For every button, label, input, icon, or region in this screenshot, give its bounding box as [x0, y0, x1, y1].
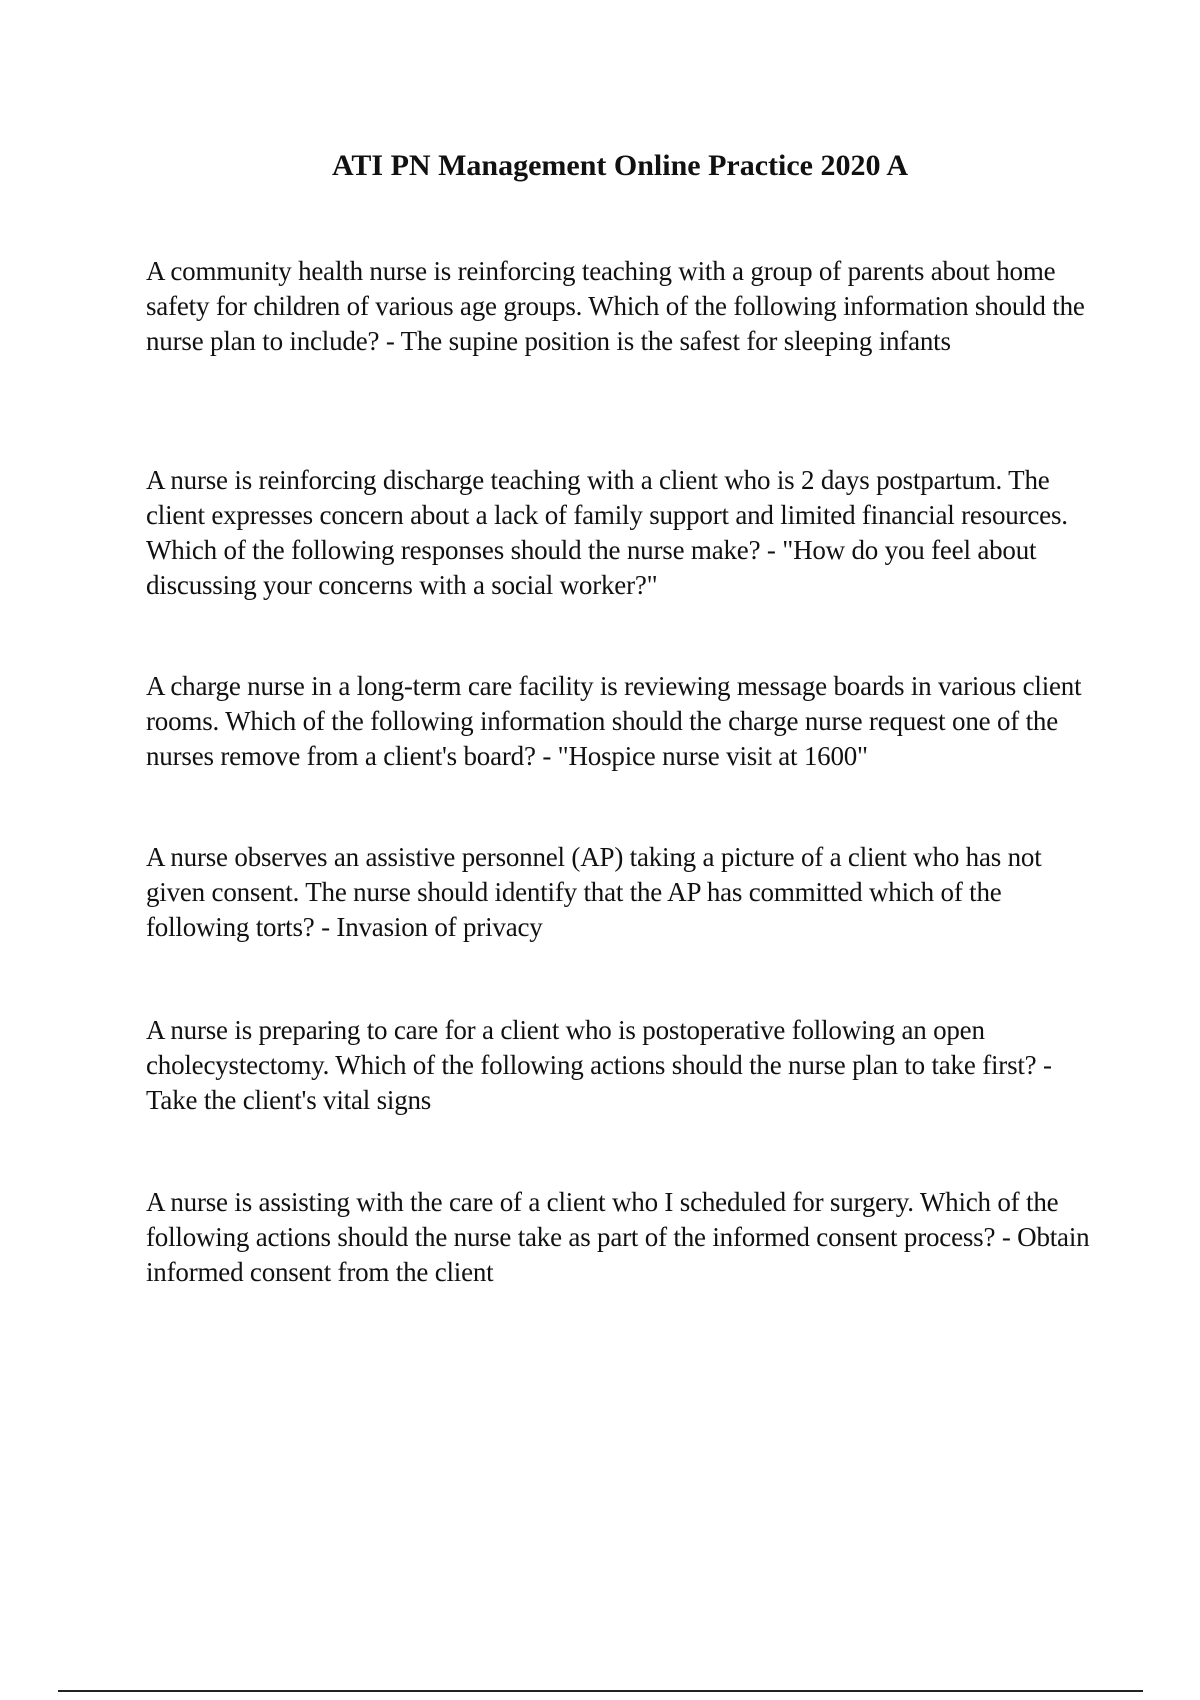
question-answer-item: A nurse is reinforcing discharge teaching with a client who is 2 days postpartum. The client expresses concern about a lack of family support and limited financial resources. Which of the following responses should the nurse make? - "How do you feel about discussing your concerns with a social worker?" — [146, 465, 1068, 600]
question-answer-item: A community health nurse is reinforcing teaching with a group of parents about home safety for children of various age groups. Which of the following information should the nurse plan to include? - The supine position is the safest for sleeping infants — [146, 256, 1085, 356]
document-title: ATI PN Management Online Practice 2020 A — [331, 149, 909, 182]
page-bottom-divider — [58, 1690, 1143, 1692]
question-answer-item: A nurse observes an assistive personnel (AP) taking a picture of a client who has not given consent. The nurse should identify that the AP has committed which of the following torts? - Invasion of privacy — [146, 842, 1042, 942]
question-answer-item: A charge nurse in a long-term care facility is reviewing message boards in various client rooms. Which of the following information should the charge nurse request one of the nurses remove from a client's board? - "Hospice nurse visit at 1600" — [146, 671, 1082, 771]
question-answer-item: A nurse is preparing to care for a client who is postoperative following an open cholecystectomy. Which of the following actions should the nurse plan to take first? - Take the client's vital signs — [146, 1015, 1052, 1115]
question-answer-item: A nurse is assisting with the care of a client who I scheduled for surgery. Which of the following actions should the nurse take as part of the informed consent process? - Obtain informed consent from the client — [146, 1187, 1090, 1287]
